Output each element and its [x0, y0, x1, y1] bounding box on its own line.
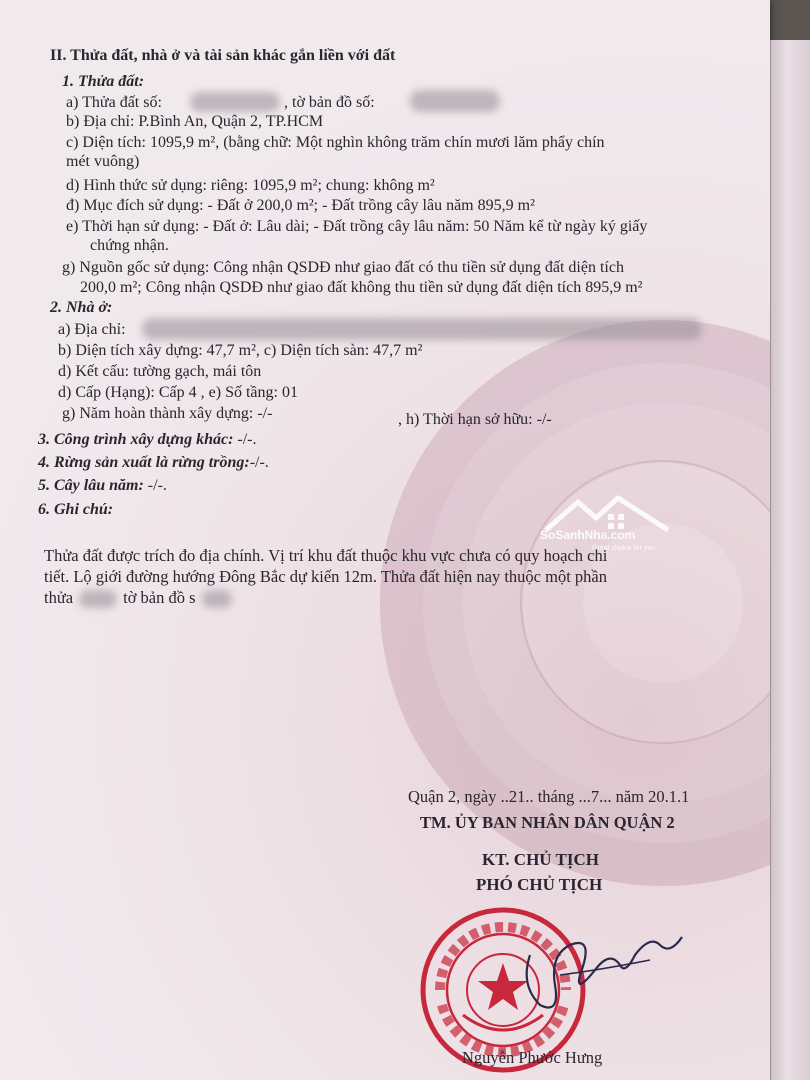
perennial-trees: 5. Cây lâu năm: -/-.: [38, 477, 167, 494]
watermark-brand: SoSanhNha.com: [540, 528, 636, 542]
land-address: b) Địa chỉ: P.Bình An, Quận 2, TP.HCM: [66, 113, 324, 130]
house-heading: 2. Nhà ở:: [50, 299, 113, 316]
notes-heading: 6. Ghi chú:: [38, 501, 114, 518]
planted-forest: 4. Rừng sản xuất là rừng trồng:-/-.: [38, 454, 269, 471]
house-address-label: a) Địa chỉ:: [58, 321, 126, 338]
house-completion-year: g) Năm hoàn thành xây dựng: -/-: [62, 405, 273, 422]
land-area-line2: mét vuông): [66, 153, 140, 170]
redacted-house-address: [142, 318, 702, 340]
land-origin-line1: g) Nguồn gốc sử dụng: Công nhận QSDĐ như giao đất có thu tiền sử dụng đất diện tích: [62, 259, 624, 276]
notes-line-2: tiết. Lộ giới đường hướng Đông Bắc dự kiến 12m. Thửa đất hiện nay thuộc một phần: [44, 567, 607, 586]
house-ownership-term: , h) Thời hạn sở hữu: -/-: [398, 411, 552, 428]
house-grade-floors: d) Cấp (Hạng): Cấp 4 , e) Số tầng: 01: [58, 384, 298, 401]
land-use-form: d) Hình thức sử dụng: riêng: 1095,9 m²; chung: không m²: [66, 177, 435, 194]
watermark-tagline: Great choice for you: [592, 545, 656, 552]
house-structure: d) Kết cấu: tường gạch, mái tôn: [58, 363, 262, 380]
notes-line-1: Thửa đất được trích đo địa chính. Vị trí khu đất thuộc khu vực chưa có quy hoạch chi: [44, 546, 608, 565]
land-sheet-label: , tờ bản đồ số:: [284, 94, 375, 111]
signing-organization: TM. ỦY BAN NHÂN DÂN QUẬN 2: [420, 813, 675, 832]
other-works: 3. Công trình xây dựng khác: -/-.: [38, 431, 257, 448]
redacted-plot: [79, 590, 117, 608]
land-term-line1: e) Thời hạn sử dụng: - Đất ở: Lâu dài; - Đất trồng cây lâu năm: 50 Năm kể từ ngày ký giấy: [66, 218, 648, 235]
land-heading: 1. Thửa đất:: [62, 73, 145, 90]
land-term-line2: chứng nhận.: [90, 237, 169, 254]
land-area-line1: c) Diện tích: 1095,9 m², (bằng chữ: Một nghìn không trăm chín mươi lăm phẩy chín: [66, 134, 605, 151]
land-plot-number-label: a) Thửa đất số:: [66, 94, 162, 111]
notes-line-3: thửa tờ bản đồ s: [44, 587, 724, 608]
notes-paragraph: [44, 545, 724, 608]
signing-date: Quận 2, ngày ..21.. tháng ...7... năm 20.1.1: [408, 787, 690, 806]
handwritten-signature-icon: [500, 915, 690, 1035]
section-title: II. Thửa đất, nhà ở và tài sản khác gắn liền với đất: [50, 47, 396, 64]
redacted-sheet-number: [410, 90, 500, 112]
signer-name: Nguyễn Phước Hưng: [462, 1048, 603, 1067]
land-purpose: đ) Mục đích sử dụng: - Đất ở 200,0 m²; - Đất trồng cây lâu năm 895,9 m²: [66, 197, 535, 214]
house-build-area: b) Diện tích xây dựng: 47,7 m², c) Diện tích sàn: 47,7 m²: [58, 342, 423, 359]
adjacent-page-edge: [770, 40, 810, 1080]
land-origin-line2: 200,0 m²; Công nhận QSDĐ như giao đất không thu tiền sử dụng đất diện tích 895,9 m²: [80, 279, 643, 296]
signing-role-2: PHÓ CHỦ TỊCH: [476, 875, 603, 894]
redacted-sheet: [202, 590, 232, 608]
signing-role-1: KT. CHỦ TỊCH: [482, 850, 599, 869]
redacted-plot-number: [190, 92, 280, 112]
